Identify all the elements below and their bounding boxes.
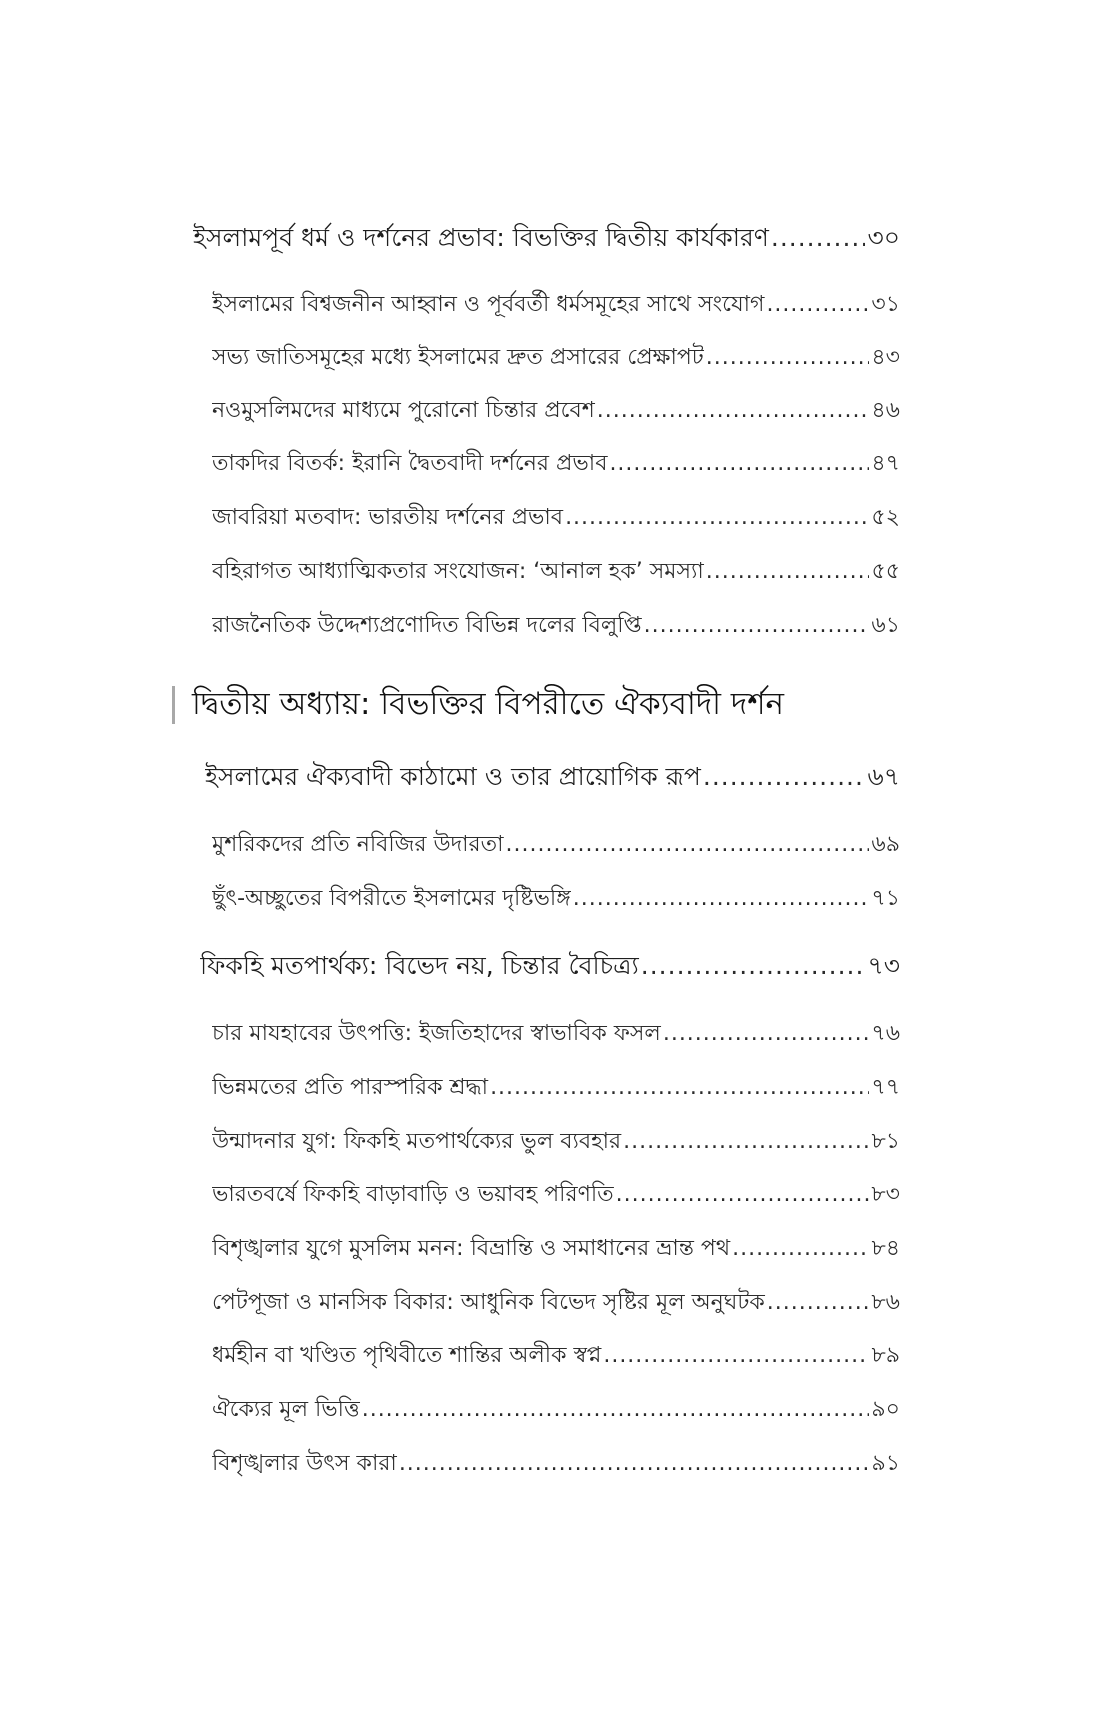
dot-leader [644,613,870,638]
toc-page-number: ৯১ [871,1451,900,1476]
toc-entry[interactable] [212,340,900,377]
dot-leader [706,559,870,584]
dot-leader [565,505,869,530]
toc-entry[interactable] [212,500,900,537]
toc-page-number: ৬১ [871,613,900,638]
chapter-title: দ্বিতীয় অধ্যায়: বিভক্তির বিপরীতে ঐক্যবাদী দর্শন [192,686,785,722]
toc-entry-title: জাবরিয়া মতবাদ: ভারতীয় দর্শনের প্রভাব [212,505,564,530]
dot-leader [663,1021,870,1046]
toc-page-number: ৭৩ [867,951,900,980]
toc-entry-title: মুশরিকদের প্রতি নবিজির উদারতা [212,832,504,857]
toc-entry-title: ইসলামপূর্ব ধর্ম ও দর্শনের প্রভাব: বিভক্তির দ্বিতীয় কার্যকারণ [193,223,769,252]
toc-page-number: ৮৬ [871,1290,900,1315]
toc-entry[interactable] [212,1338,900,1375]
toc-entry[interactable] [212,1177,900,1214]
toc-entry[interactable] [212,1392,900,1429]
toc-entry[interactable] [212,393,900,430]
toc-entry[interactable] [212,1124,900,1161]
dot-leader [771,223,866,252]
toc-entry-title: রাজনৈতিক উদ্দেশ্যপ্রণোদিত বিভিন্ন দলের বিলুপ্তি [212,613,642,638]
dot-leader [506,832,870,857]
toc-entry[interactable] [212,554,900,591]
chapter-heading[interactable] [172,682,784,730]
toc-page-number: ৭৬ [871,1021,900,1046]
dot-leader [766,292,869,317]
toc-entry-title: বিশৃঙ্খলার উৎস কারা [212,1451,397,1476]
toc-entry-title: বিশৃঙ্খলার যুগে মুসলিম মনন: বিভ্রান্তি ও সমাধানের ভ্রান্ত পথ [212,1236,731,1261]
toc-entry[interactable] [212,1285,900,1322]
toc-page-number: ৮৯ [871,1343,900,1368]
toc-page-number: ৪৬ [871,398,900,423]
toc-page-number: ৯০ [871,1397,900,1422]
toc-page-number: ৫৫ [871,559,900,584]
toc-page-number: ৫২ [871,505,900,530]
toc-page-number: ৩০ [867,223,900,252]
toc-entry-title: ফিকহি মতপার্থক্য: বিভেদ নয়, চিন্তার বৈচিত্র্য [200,951,639,980]
toc-entry[interactable] [212,608,900,645]
dot-leader [597,398,870,423]
toc-entry[interactable] [212,1446,900,1483]
toc-entry-title: ছুঁৎ-অচ্ছুতের বিপরীতে ইসলামের দৃষ্টিভঙ্গি [212,886,571,911]
dot-leader [609,451,869,476]
toc-page-number: ৬৯ [871,832,900,857]
dot-leader [603,1343,869,1368]
dot-leader [616,1182,870,1207]
toc-page-number: ৮৩ [871,1182,900,1207]
toc-page-number: ৪৭ [871,451,900,476]
toc-entry-title: বহিরাগত আধ্যাত্মিকতার সংযোজন: ‘আনাল হক’ সমস্যা [212,559,704,584]
dot-leader [732,1236,869,1261]
toc-entry[interactable] [212,446,900,483]
toc-page-number: ৭১ [871,886,900,911]
toc-section-heading[interactable] [193,218,900,261]
toc-entry-title: পেটপূজা ও মানসিক বিকার: আধুনিক বিভেদ সৃষ্টির মূল অনুঘটক [212,1290,765,1315]
toc-entry-title: ভারতবর্ষে ফিকহি বাড়াবাড়ি ও ভয়াবহ পরিণতি [212,1182,614,1207]
toc-entry-title: ইসলামের ঐক্যবাদী কাঠামো ও তার প্রায়োগিক রূপ [205,762,701,791]
dot-leader [490,1075,869,1100]
dot-leader [767,1290,870,1315]
toc-page-number: ৪৩ [871,345,900,370]
toc-entry[interactable] [212,287,900,324]
dot-leader [362,1397,870,1422]
dot-leader [399,1451,870,1476]
toc-entry-title: উন্মাদনার যুগ: ফিকহি মতপার্থক্যের ভুল ব্যবহার [212,1129,622,1154]
toc-entry-title: ভিন্নমতের প্রতি পারস্পরিক শ্রদ্ধা [212,1075,489,1100]
dot-leader [706,345,870,370]
toc-page-number: ৭৭ [871,1075,900,1100]
toc-entry[interactable] [212,1231,900,1268]
toc-section-heading[interactable] [205,757,900,800]
toc-entry-title: ধর্মহীন বা খণ্ডিত পৃথিবীতে শান্তির অলীক স্বপ্ন [212,1343,602,1368]
toc-entry[interactable] [212,827,900,864]
toc-entry-title: তাকদির বিতর্ক: ইরানি দ্বৈতবাদী দর্শনের প্রভাব [212,451,608,476]
dot-leader [623,1129,869,1154]
toc-page-number: ৬৭ [867,762,900,791]
dot-leader [573,886,870,911]
toc-entry-title: নওমুসলিমদের মাধ্যমে পুরোনো চিন্তার প্রবেশ [212,398,595,423]
toc-entry-title: চার মাযহাবের উৎপত্তি: ইজতিহাদের স্বাভাবিক ফসল [212,1021,661,1046]
toc-page-number: ৩১ [871,292,900,317]
toc-section-heading[interactable] [200,946,900,989]
toc-page-number: ৮৪ [871,1236,900,1261]
toc-entry-title: ঐক্যের মূল ভিত্তি [212,1397,360,1422]
toc-entry-title: ইসলামের বিশ্বজনীন আহ্বান ও পূর্ববর্তী ধর্মসমূহের সাথে সংযোগ [212,292,765,317]
toc-entry[interactable] [212,881,900,918]
toc-entry-title: সভ্য জাতিসমূহের মধ্যে ইসলামের দ্রুত প্রসারের প্রেক্ষাপট [212,345,704,370]
toc-entry[interactable] [212,1070,900,1107]
dot-leader [703,762,866,791]
dot-leader [641,951,866,980]
toc-entry[interactable] [212,1016,900,1053]
toc-page-number: ৮১ [871,1129,900,1154]
